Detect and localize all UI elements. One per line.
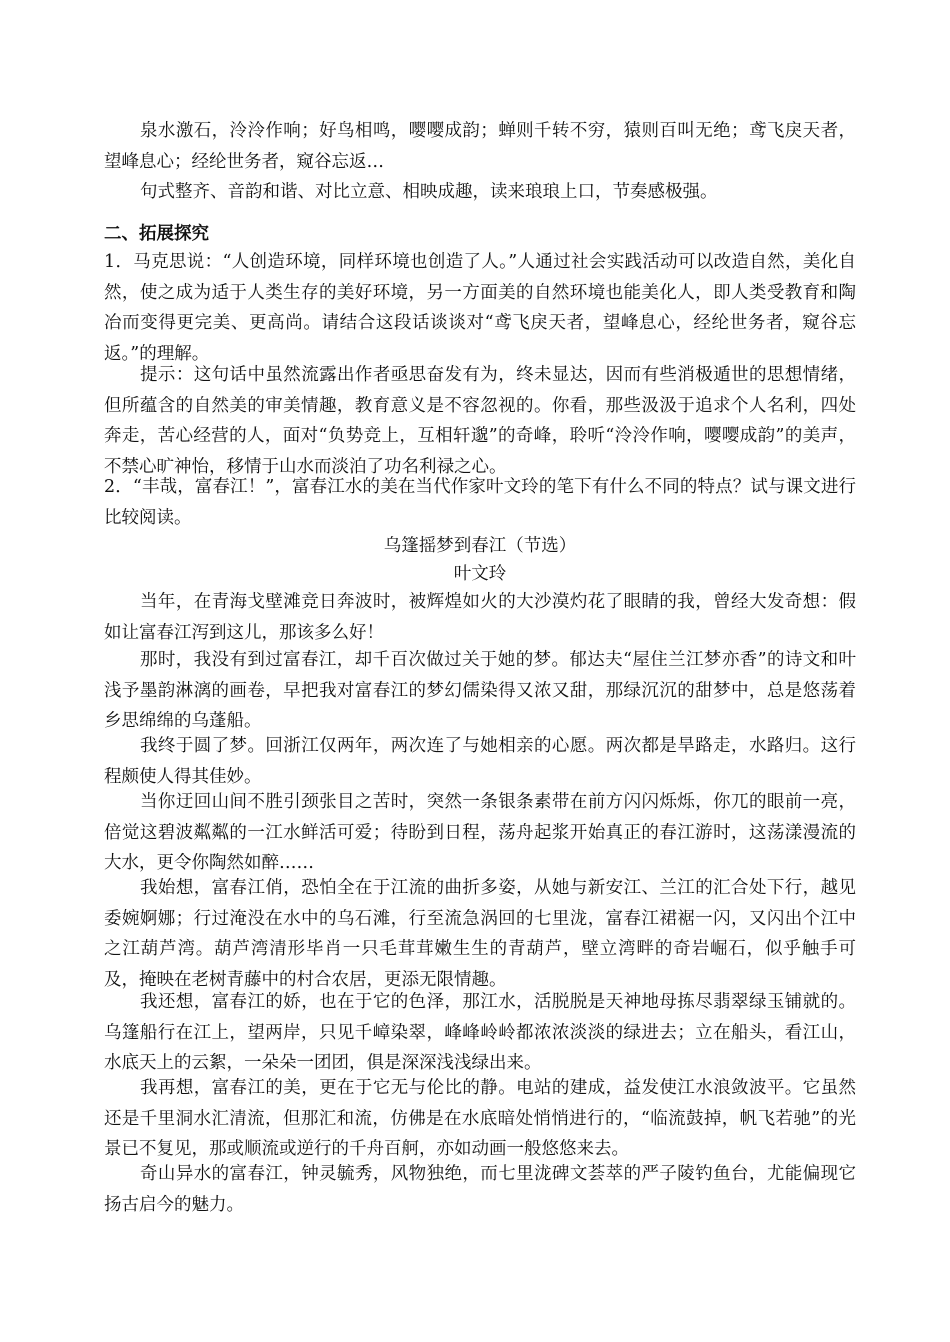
intro-comment: 句式整齐、音韵和谐、对比立意、相映成趣，读来琅琅上口，节奏感极强。: [140, 182, 718, 202]
hint-paragraph: 提示：这句话中虽然流露出作者亟思奋发有为，终未显达，因而有些消极遁世的思想情绪，但所蕴含的自然美的审美情趣，教育意义是不容忽视的。你看，那些汲汲于追求个人名利，四处奔走，苦心经营的人，面对“负势竞上，互相轩邈”的奇峰，聆听“泠泠作响，嘤嘤成韵”的美声，不禁心旷神怡，移情于山水而淡泊了功名利禄之心。: [104, 365, 856, 477]
article-paragraph: 当你迂回山间不胜引颈张目之苦时，突然一条银条素带在前方闪闪烁烁，你兀的眼前一亮，倍觉这碧波粼粼的一江水鲜活可爱；待盼到日程，荡舟起浆开始真正的春江游时，这荡漾漫流的大水，更令你陶然如醉……: [104, 792, 856, 873]
intro-quote: 泉水激石，泠泠作响；好鸟相鸣，嘤嘤成韵；蝉则千转不穷，猿则百叫无绝；鸢飞戾天者，望峰息心；经纶世务者，窥谷忘返…: [104, 121, 856, 172]
question-2: 2．“丰哉，富春江！”，富春江水的美在当代作家叶文玲的笔下有什么不同的特点？试与课文进行比较阅读。: [104, 477, 856, 528]
article-paragraph: 当年，在青海戈壁滩竞日奔波时，被辉煌如火的大沙漠灼花了眼睛的我，曾经大发奇想：假如让富春江泻到这儿，那该多么好！: [104, 592, 856, 643]
section-heading: 二、拓展探究: [104, 224, 209, 244]
article-paragraph: 奇山异水的富春江，钟灵毓秀，风物独绝，而七里泷碑文荟萃的严子陵钓鱼台，尤能偏现它扬古启今的魅力。: [104, 1164, 856, 1215]
question-1: 1．马克思说：“人创造环境，同样环境也创造了人。”人通过社会实践活动可以改造自然，美化自然，使之成为适于人类生存的美好环境，另一方面美的自然环境也能美化人，即人类受教育和陶冶而变得更完美、更高尚。请结合这段话谈谈对“鸢飞戾天者，望峰息心，经纶世务者，窥谷忘返。”的理解。: [104, 252, 856, 364]
article-paragraph: 我还想，富春江的娇，也在于它的色泽，那江水，活脱脱是天神地母拣尽翡翠绿玉铺就的。乌篷船行在江上，望两岸，只见千嶂染翠，峰峰岭岭都浓浓淡淡的绿进去；立在船头，看江山，水底天上的云絮，一朵朵一团团，俱是深深浅浅绿出来。: [104, 992, 856, 1073]
article-paragraph: 我再想，富春江的美，更在于它无与伦比的静。电站的建成，益发使江水浪敛波平。它虽然还是千里洞水汇清流，但那汇和流，仿佛是在水底暗处悄悄进行的，“临流鼓掉，帆飞若驰”的光景已不复见，那或顺流或逆行的千舟百舸，亦如动画一般悠悠来去。: [104, 1078, 856, 1159]
article-title: 乌篷摇梦到春江（节选）: [383, 536, 577, 556]
article-paragraph: 我始想，富春江俏，恐怕全在于江流的曲折多姿，从她与新安江、兰江的汇合处下行，越见委婉婀娜；行过淹没在水中的乌石滩，行至流急涡回的七里泷，富春江裙裾一闪，又闪出个江中之江葫芦湾。葫芦湾清形毕肖一只毛茸茸嫩生生的青葫芦，壁立湾畔的奇岩崛石，似乎触手可及，掩映在老树青藤中的村合农居，更添无限情趣。: [104, 878, 856, 990]
article-paragraph: 我终于圆了梦。回浙江仅两年，两次连了与她相亲的心愿。两次都是旱路走，水路归。这行程颇使人得其佳妙。: [104, 736, 856, 787]
article-author: 叶文玲: [453, 564, 507, 584]
article-paragraph: 那时，我没有到过富春江，却千百次做过关于她的梦。郁达夫“屋住兰江梦亦香”的诗文和叶浅予墨韵淋漓的画卷，早把我对富春江的梦幻儒染得又浓又甜，那绿沉沉的甜梦中，总是悠荡着乡思绵绵的乌蓬船。: [104, 650, 856, 731]
